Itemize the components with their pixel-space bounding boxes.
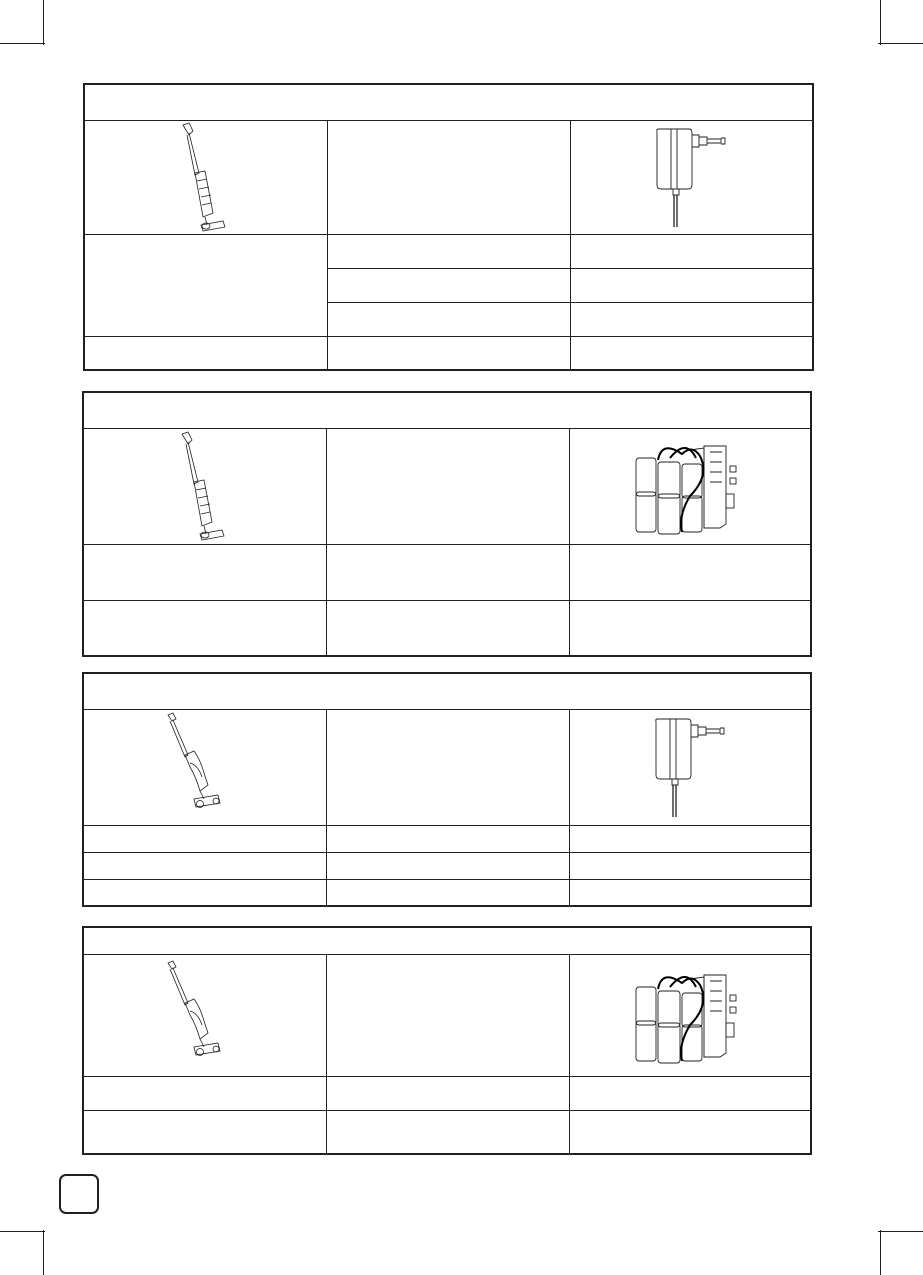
table-cell bbox=[569, 1076, 811, 1110]
page-number-badge bbox=[59, 1174, 99, 1214]
vacuum-cleaner-icon bbox=[161, 121, 251, 233]
table-cell bbox=[327, 268, 570, 302]
handheld-vacuum-icon bbox=[160, 711, 250, 823]
empty-image-cell bbox=[326, 428, 569, 544]
table-cell bbox=[569, 1110, 811, 1154]
table-cell bbox=[83, 600, 326, 656]
table-cell bbox=[84, 234, 327, 336]
table-cell bbox=[327, 302, 570, 336]
crop-mark bbox=[880, 1230, 881, 1275]
charger-adapter-icon bbox=[641, 121, 741, 233]
crop-mark bbox=[0, 1231, 45, 1232]
product-image-cell bbox=[83, 954, 326, 1076]
accessory-image-cell bbox=[569, 954, 811, 1076]
vacuum-cleaner-icon bbox=[160, 430, 250, 542]
table-cell bbox=[326, 879, 569, 906]
table-cell bbox=[570, 302, 813, 336]
crop-mark bbox=[880, 0, 881, 45]
crop-mark bbox=[0, 43, 45, 44]
table-cell bbox=[570, 234, 813, 268]
table-cell bbox=[569, 544, 811, 600]
spec-table-4 bbox=[82, 926, 812, 1155]
empty-image-cell bbox=[326, 709, 569, 825]
empty-image-cell bbox=[327, 120, 570, 234]
table-cell bbox=[327, 234, 570, 268]
spec-table-3 bbox=[82, 672, 812, 907]
table-title bbox=[84, 84, 813, 120]
crop-mark bbox=[878, 1231, 923, 1232]
handheld-vacuum-icon bbox=[160, 959, 250, 1071]
table-cell bbox=[83, 852, 326, 879]
table-cell bbox=[327, 336, 570, 370]
table-cell bbox=[570, 268, 813, 302]
table-cell bbox=[569, 600, 811, 656]
spec-table-2 bbox=[82, 391, 812, 657]
table-cell bbox=[569, 825, 811, 852]
product-image-cell bbox=[83, 428, 326, 544]
spec-table-1 bbox=[83, 83, 814, 371]
battery-pack-icon bbox=[630, 436, 750, 536]
table-cell bbox=[84, 336, 327, 370]
accessory-image-cell bbox=[569, 709, 811, 825]
table-title bbox=[83, 392, 811, 428]
table-cell bbox=[326, 1076, 569, 1110]
table-cell bbox=[569, 852, 811, 879]
table-cell bbox=[326, 852, 569, 879]
table-cell bbox=[83, 1110, 326, 1154]
crop-mark bbox=[43, 1230, 44, 1275]
table-cell bbox=[326, 1110, 569, 1154]
table-title bbox=[83, 927, 811, 954]
accessory-image-cell bbox=[570, 120, 813, 234]
table-cell bbox=[83, 1076, 326, 1110]
table-cell bbox=[83, 544, 326, 600]
accessory-image-cell bbox=[569, 428, 811, 544]
battery-pack-icon bbox=[630, 965, 750, 1065]
table-cell bbox=[83, 879, 326, 906]
charger-adapter-icon bbox=[640, 711, 740, 823]
table-cell bbox=[326, 544, 569, 600]
crop-mark bbox=[878, 43, 923, 44]
product-image-cell bbox=[83, 709, 326, 825]
table-cell bbox=[569, 879, 811, 906]
table-cell bbox=[326, 825, 569, 852]
empty-image-cell bbox=[326, 954, 569, 1076]
table-cell bbox=[326, 600, 569, 656]
table-cell bbox=[570, 336, 813, 370]
crop-mark bbox=[43, 0, 44, 45]
product-image-cell bbox=[84, 120, 327, 234]
table-cell bbox=[83, 825, 326, 852]
table-title bbox=[83, 673, 811, 709]
